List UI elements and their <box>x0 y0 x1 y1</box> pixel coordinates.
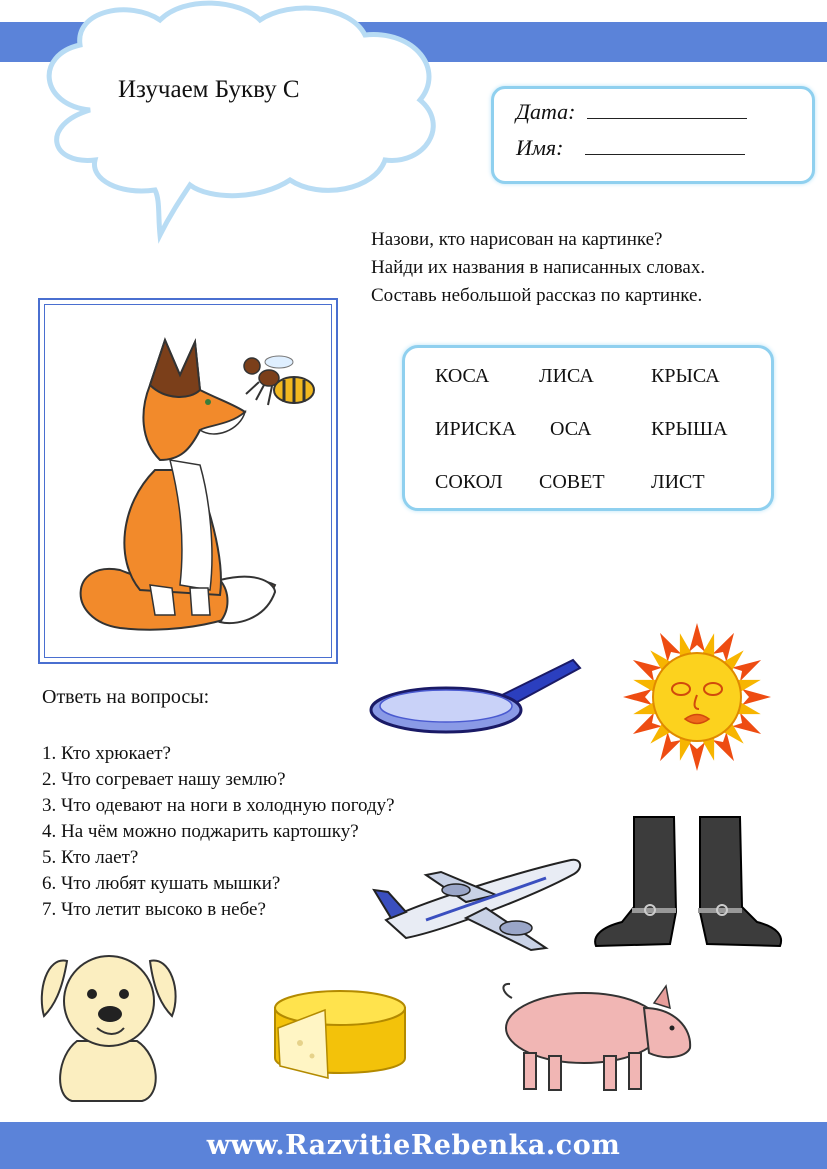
page-title: Изучаем Букву С <box>118 76 300 103</box>
question-7: 7. Что летит высоко в небе? <box>42 899 266 920</box>
word-sovet: СОВЕТ <box>539 471 605 493</box>
instructions <box>371 226 705 310</box>
word-iriska: ИРИСКА <box>435 418 517 440</box>
question-1: 1. Кто хрюкает? <box>42 743 171 764</box>
word-krysha: КРЫША <box>651 418 728 440</box>
footer-url[interactable]: www.RazvitieRebenka.com <box>206 1130 621 1161</box>
word-lisa: ЛИСА <box>539 365 594 387</box>
question-6: 6. Что любят кушать мышки? <box>42 873 281 894</box>
date-line <box>516 99 747 125</box>
cloud-bubble-icon <box>20 0 450 245</box>
word-list: ЛИСТ <box>651 471 705 493</box>
name-field[interactable] <box>585 154 745 155</box>
instruction-line: Найди их названия в написанных словах. <box>371 257 706 278</box>
word-krysa: КРЫСА <box>651 365 720 387</box>
footer-band <box>0 1122 827 1169</box>
date-name-box <box>491 86 815 184</box>
question-5: 5. Кто лает? <box>42 847 139 868</box>
question-2: 2. Что согревает нашу землю? <box>42 769 286 790</box>
boots-illustration-icon <box>592 812 784 954</box>
frying-pan-illustration-icon <box>368 652 588 740</box>
word-sokol: СОКОЛ <box>435 471 503 493</box>
question-4: 4. На чём можно поджарить картошку? <box>42 821 359 842</box>
cheese-illustration-icon <box>270 988 412 1086</box>
pig-illustration-icon <box>494 978 698 1096</box>
word-kosa: КОСА <box>435 365 490 387</box>
word-osa: ОСА <box>550 418 592 440</box>
dog-illustration-icon <box>32 946 184 1106</box>
questions-list <box>42 741 395 923</box>
wasp-illustration-icon <box>234 350 318 412</box>
instruction-line: Назови, кто нарисован на картинке? <box>371 229 663 250</box>
question-3: 3. Что одевают на ноги в холодную погоду? <box>42 795 395 816</box>
date-field[interactable] <box>587 118 747 119</box>
airplane-illustration-icon <box>366 850 586 955</box>
instruction-line: Составь небольшой рассказ по картинке. <box>371 285 703 306</box>
words-box <box>402 345 774 511</box>
name-line <box>516 135 745 161</box>
sun-illustration-icon <box>622 622 772 772</box>
questions-title: Ответь на вопросы: <box>42 686 210 708</box>
date-label: Дата: <box>516 99 576 124</box>
name-label: Имя: <box>516 135 564 160</box>
